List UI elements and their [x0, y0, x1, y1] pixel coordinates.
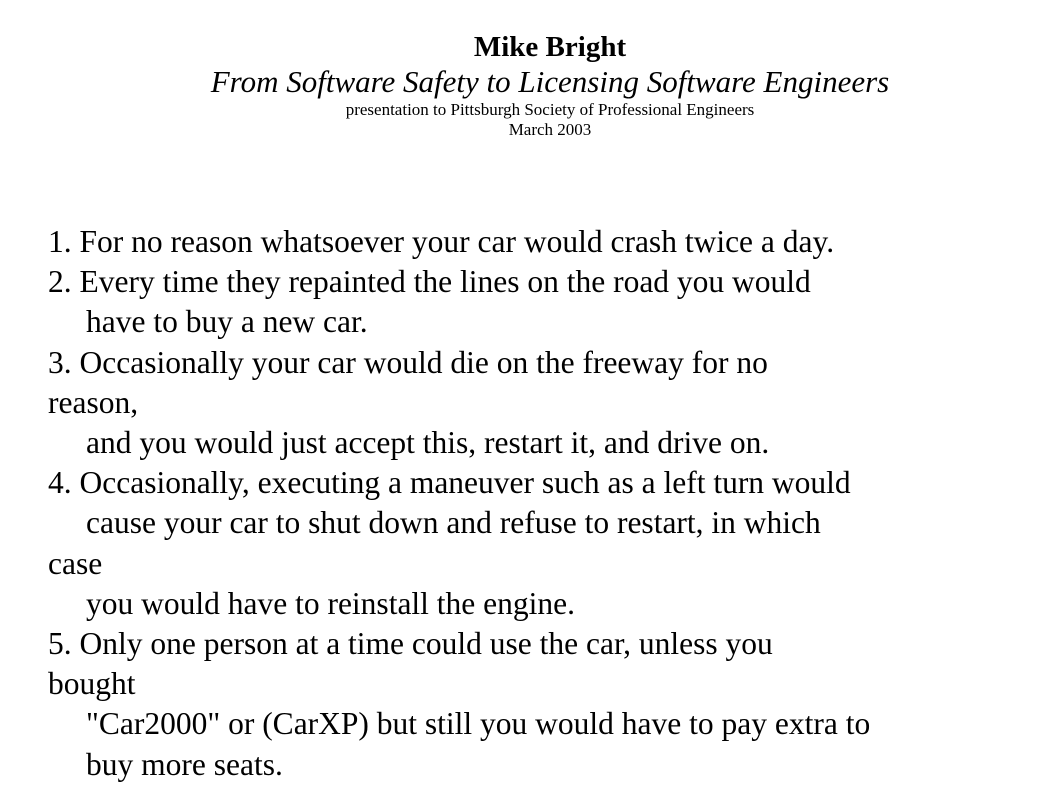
presentation-title: From Software Safety to Licensing Software Engineers [210, 64, 890, 99]
slide-header [0, 30, 1058, 140]
list-item-4-line: 4. Occasionally, executing a maneuver such as a left turn would [48, 465, 851, 501]
list-item-5-wrap: bought [48, 666, 136, 702]
list-item-5-continuation-2: buy more seats. [86, 746, 283, 782]
list-item-1-line: 1. For no reason whatsoever your car would crash twice a day. [48, 224, 835, 259]
list-item-3-line: 3. Occasionally your car would die on the freeway for no [48, 344, 768, 380]
list-item-4-continuation: cause your car to shut down and refuse to restart, in which [86, 505, 821, 541]
list-item-2-continuation: have to buy a new car. [86, 304, 368, 340]
list-item-5-continuation: "Car2000" or (CarXP) but still you would have to pay extra to [86, 706, 871, 742]
author-name: Mike Bright [473, 31, 627, 63]
presentation-date: March 2003 [508, 120, 592, 139]
list-item-3-continuation: and you would just accept this, restart it, and drive on. [86, 425, 770, 461]
list-item-5-line: 5. Only one person at a time could use the car, unless you [48, 626, 773, 662]
list-item-4-continuation-2: you would have to reinstall the engine. [86, 585, 576, 621]
slide-body [48, 222, 1048, 785]
list-item-2-line: 2. Every time they repainted the lines on the road you would [48, 264, 811, 300]
list-item-4-wrap: case [48, 545, 103, 581]
list-item-3-wrap: reason, [48, 384, 139, 420]
presentation-venue: presentation to Pittsburgh Society of Professional Engineers [345, 100, 755, 119]
